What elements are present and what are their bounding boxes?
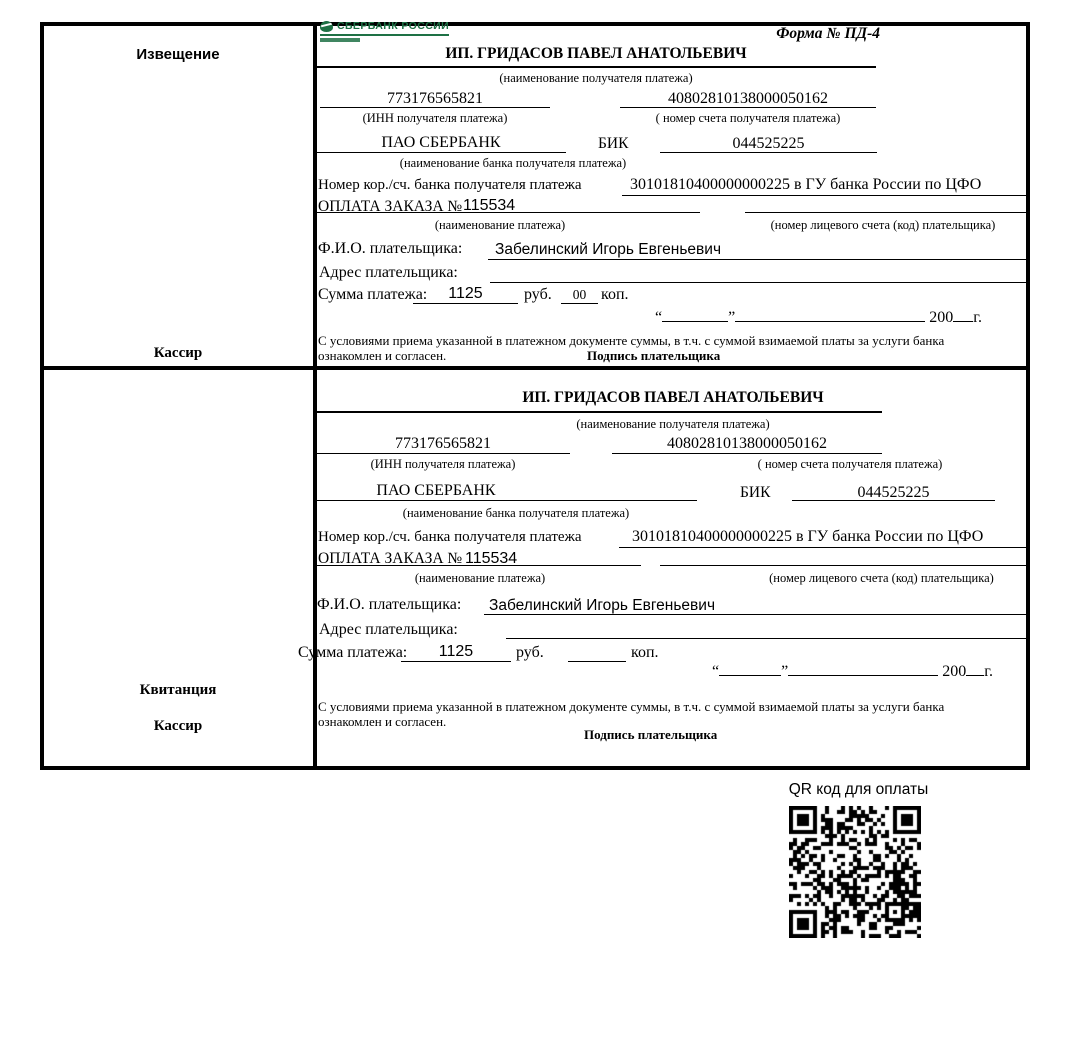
payer-name-value: Забелинский Игорь Евгеньевич	[495, 241, 722, 258]
sberbank-icon	[320, 21, 333, 32]
inn-underline	[320, 107, 550, 108]
terms-line2: ознакомлен и согласен.	[318, 348, 447, 363]
account-value: 40802810138000050162	[668, 90, 828, 107]
bank-caption: (наименование банка получателя платежа)	[399, 156, 627, 170]
personal-account-caption: (номер лицевого счета (код) плательщика)	[770, 218, 996, 232]
signature-label: Подпись плательщика	[584, 727, 718, 742]
amount-rub-value: 1125	[448, 285, 483, 302]
receipt-cashier-label: Кассир	[153, 718, 203, 734]
date-row	[712, 659, 993, 682]
personal-account-underline	[660, 565, 1029, 566]
payer-address-label: Адрес плательщика:	[319, 264, 458, 281]
sberbank-logo	[320, 20, 449, 42]
payer-name-underline	[488, 259, 1029, 260]
date-quote-open: “	[712, 663, 720, 680]
kop-label: коп.	[601, 286, 629, 303]
bank-name-value: ПАО СБЕРБАНК	[376, 482, 496, 499]
kop-label: коп.	[631, 644, 659, 661]
account-caption: ( номер счета получателя платежа)	[655, 111, 841, 125]
qr-code	[789, 806, 921, 938]
terms-line1: С условиями приема указанной в платежном документе суммы, в т.ч. с суммой взимаемой платы за услуги банка	[318, 699, 945, 714]
personal-account-caption: (номер лицевого счета (код) плательщика)	[769, 571, 994, 585]
amount-rub-value: 1125	[438, 643, 474, 660]
inn-value: 773176565821	[395, 435, 491, 452]
amount-kop-underline	[568, 661, 626, 662]
bank-underline	[316, 152, 566, 153]
payer-name-underline	[484, 614, 1029, 615]
date-year-underline	[953, 305, 973, 322]
date-day-underline	[662, 305, 728, 322]
inn-caption: (ИНН получателя платежа)	[370, 457, 516, 471]
bik-underline	[792, 500, 995, 501]
date-row	[655, 305, 982, 328]
bik-value: 044525225	[857, 484, 930, 501]
bik-value: 044525225	[732, 135, 805, 152]
inn-value: 773176565821	[387, 90, 483, 107]
date-month-underline	[788, 659, 938, 676]
purpose-underline	[316, 565, 641, 566]
payee-underline	[316, 411, 882, 413]
bank-name-value: ПАО СБЕРБАНК	[381, 134, 501, 151]
date-year: 200	[929, 309, 954, 326]
payee-name: ИП. ГРИДАСОВ ПАВЕЛ АНАТОЛЬЕВИЧ	[445, 45, 747, 62]
date-quote-open: “	[655, 309, 663, 326]
payment-name-caption: (наименование платежа)	[414, 571, 546, 585]
terms-line1: С условиями приема указанной в платежном документе суммы, в т.ч. с суммой взимаемой платы за услуги банка	[318, 333, 945, 348]
purpose-label: ОПЛАТА ЗАКАЗА №	[318, 198, 463, 215]
payer-address-label: Адрес плательщика:	[319, 621, 458, 638]
date-year-suffix: г.	[973, 309, 982, 326]
corr-account-label: Номер кор./сч. банка получателя платежа	[318, 529, 582, 545]
corr-account-value: 30101810400000000225 в ГУ банка России по ЦФО	[632, 528, 984, 545]
corr-underline	[622, 195, 1029, 196]
payee-caption: (наименование получателя платежа)	[576, 417, 770, 431]
corr-underline	[619, 547, 1029, 548]
bik-label: БИК	[740, 484, 771, 501]
payer-name-label: Ф.И.О. плательщика:	[318, 240, 463, 257]
account-value: 40802810138000050162	[667, 435, 827, 452]
date-day-underline	[719, 659, 781, 676]
date-year-suffix: г.	[984, 663, 993, 680]
payee-underline	[316, 66, 876, 68]
notice-stub-label: Извещение	[136, 46, 220, 63]
notice-cashier-label: Кассир	[153, 345, 203, 361]
form-number: Форма № ПД-4	[776, 25, 880, 42]
personal-account-underline	[745, 212, 1029, 213]
bik-underline	[660, 152, 877, 153]
purpose-underline	[316, 212, 700, 213]
sberbank-logo-tagline	[320, 38, 360, 42]
payment-name-caption: (наименование платежа)	[434, 218, 566, 232]
receipt-stub-label: Квитанция	[139, 682, 217, 698]
bank-underline	[316, 500, 697, 501]
terms-line2: ознакомлен и согласен.	[318, 714, 447, 729]
date-year: 200	[942, 663, 967, 680]
account-caption: ( номер счета получателя платежа)	[757, 457, 943, 471]
payer-address-underline	[506, 638, 1029, 639]
date-month-underline	[735, 305, 925, 322]
payee-caption: (наименование получателя платежа)	[499, 71, 693, 85]
amount-label: Сумма платежа:	[298, 644, 408, 661]
date-year-underline	[966, 659, 984, 676]
order-number-value: 115534	[463, 197, 516, 214]
inn-underline	[316, 453, 570, 454]
bik-label: БИК	[598, 135, 629, 152]
payer-address-underline	[490, 282, 1029, 283]
amount-kop-value: 00	[572, 287, 587, 302]
account-underline	[612, 453, 882, 454]
amount-label: Сумма платежа:	[318, 286, 428, 303]
date-quote-close: ”	[781, 663, 789, 680]
bank-caption: (наименование банка получателя платежа)	[402, 506, 630, 520]
date-quote-close: ”	[728, 309, 736, 326]
inn-caption: (ИНН получателя платежа)	[362, 111, 508, 125]
corr-account-label: Номер кор./сч. банка получателя платежа	[318, 177, 582, 193]
payee-name: ИП. ГРИДАСОВ ПАВЕЛ АНАТОЛЬЕВИЧ	[522, 389, 824, 406]
payer-name-value: Забелинский Игорь Евгеньевич	[489, 597, 716, 614]
account-underline	[620, 107, 876, 108]
signature-label: Подпись плательщика	[587, 348, 721, 363]
sberbank-logo-text: СБЕРБАНК РОССИИ	[337, 20, 450, 32]
rub-label: руб.	[524, 286, 552, 303]
corr-account-value: 30101810400000000225 в ГУ банка России по ЦФО	[630, 176, 982, 193]
order-number-value: 115534	[465, 550, 518, 567]
qr-caption: QR код для оплаты	[788, 781, 929, 798]
purpose-label: ОПЛАТА ЗАКАЗА №	[318, 550, 463, 567]
rub-label: руб.	[516, 644, 544, 661]
payer-name-label: Ф.И.О. плательщика:	[317, 596, 462, 613]
